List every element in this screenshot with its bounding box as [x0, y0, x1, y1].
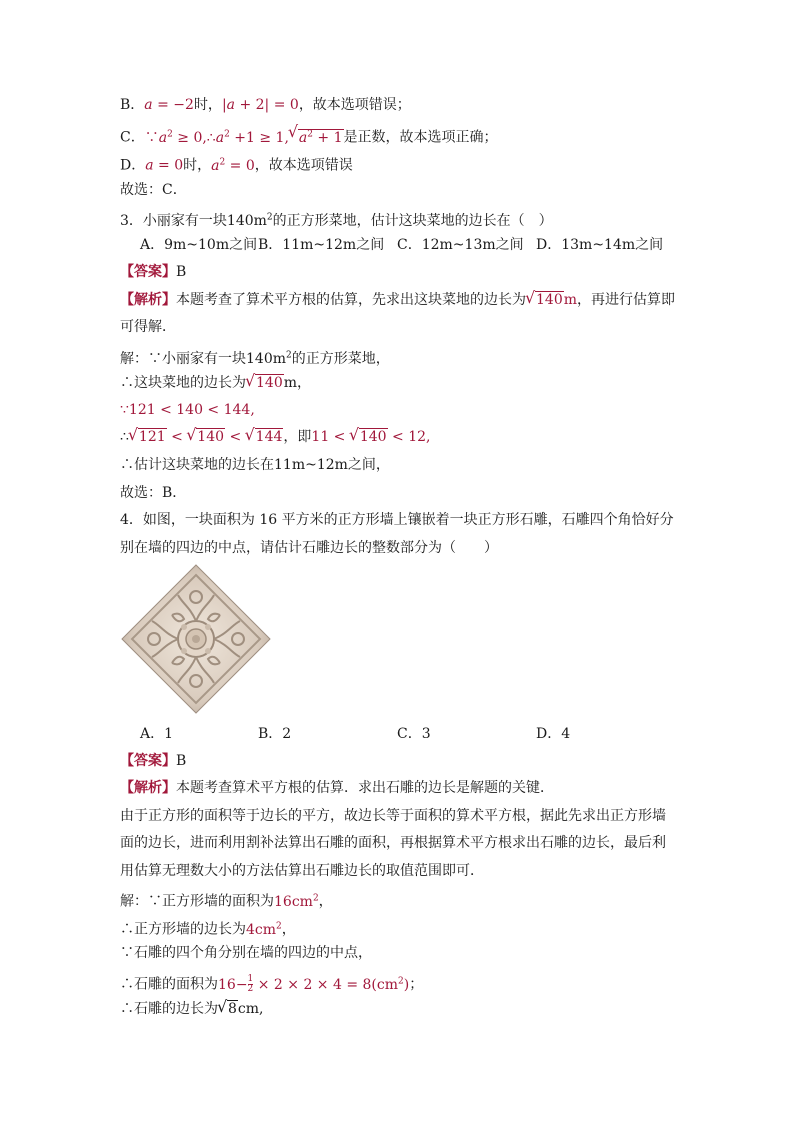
q4-solution-3: ∵石雕的四个角分别在墙的四边的中点，	[120, 945, 372, 961]
q3-solution-6: 故选：B．	[120, 485, 187, 501]
q3-solution-3: ∵121 < 140 < 144,	[120, 402, 255, 418]
q3-option-b: B．11m~12m之间	[258, 237, 385, 253]
q3-solution-1: 解：∵小丽家有一块$140m^2$的正方形菜地，	[120, 350, 390, 367]
q4-analysis-2: 由于正方形的面积等于边长的平方，故边长等于面积的算术平方根，据此先求出正方形墙	[120, 808, 666, 824]
q3-option-d: D．13m~14m之间	[536, 237, 664, 253]
q3-solution-4: ∴√ 121 < √ 140 < √ 144，即11 < √ 140 < 12,	[120, 428, 431, 446]
question-4-line-2: 别在墙的四边的中点，请估计石雕边长的整数部分为（ ）	[120, 540, 498, 556]
q4-solution-5: ∴石雕的边长为√ 8cm,	[120, 1000, 264, 1018]
q4-answer: 【答案】B	[120, 753, 187, 769]
question-3-options	[140, 236, 700, 254]
q3-solution-5: ∴估计这块菜地的边长在11m~12m之间，	[120, 457, 390, 473]
q4-analysis-4: 用估算无理数大小的方法估算出石雕边长的取值范围即可．	[120, 863, 484, 879]
q4-option-a: A．1	[140, 726, 174, 742]
q3-analysis: 【解析】本题考查了算术平方根的估算，先求出这块菜地的边长为√ 140m，再进行估算即	[120, 291, 675, 309]
q4-solution-2: ∴正方形墙的边长为$4cm^2$，	[120, 921, 296, 938]
q4-solution-4: ∴石雕的面积为16− $\frac{1}{2} \times 2 \times 2 \times 4 = 8(cm^2)$；	[120, 974, 424, 995]
q3-option-c: C．12m~13m之间	[397, 237, 524, 253]
question-3: 3．小丽家有一块$140m^2$的正方形菜地，估计这块菜地的边长在（ ）	[120, 212, 553, 229]
option-b-explanation: B．a = −2时，|a + 2| = 0，故本选项错误；	[120, 97, 411, 113]
q3-analysis-cont: 可得解．	[120, 319, 176, 335]
q4-option-b: B．2	[258, 726, 292, 742]
question-4-line-1: 4．如图，一块面积为 16 平方米的正方形墙上镶嵌着一块正方形石雕，石雕四个角恰好分	[120, 512, 674, 528]
q4-option-c: C．3	[397, 726, 431, 742]
option-c-explanation: C．$\because a^2$ ≥ $0,\therefore a^2 +1 \ge 1,√$ $a^2 + 1$是正数，故本选项正确；	[120, 125, 498, 147]
q3-option-a: A．9m~10m之间	[140, 237, 258, 253]
q4-analysis-3: 面的边长，进而利用割补法算出石雕的面积，再根据算术平方根求出石雕的边长，最后利	[120, 835, 666, 851]
q4-option-d: D．4	[536, 726, 571, 742]
question-4-options	[140, 725, 700, 743]
option-d-explanation: D．a = 0时，$a^2 = 0$，故本选项错误	[120, 157, 353, 174]
q4-solution-1: 解：∵正方形墙的面积为$16cm^2$，	[120, 893, 333, 910]
choice-summary: 故选：C．	[120, 182, 187, 198]
q3-answer: 【答案】B	[120, 264, 187, 280]
q3-solution-2: ∴这块菜地的边长为√ 140m，	[120, 374, 311, 392]
q4-analysis: 【解析】本题考查算术平方根的估算．求出石雕的边长是解题的关键．	[120, 780, 554, 796]
stone-carving-image	[120, 563, 272, 715]
